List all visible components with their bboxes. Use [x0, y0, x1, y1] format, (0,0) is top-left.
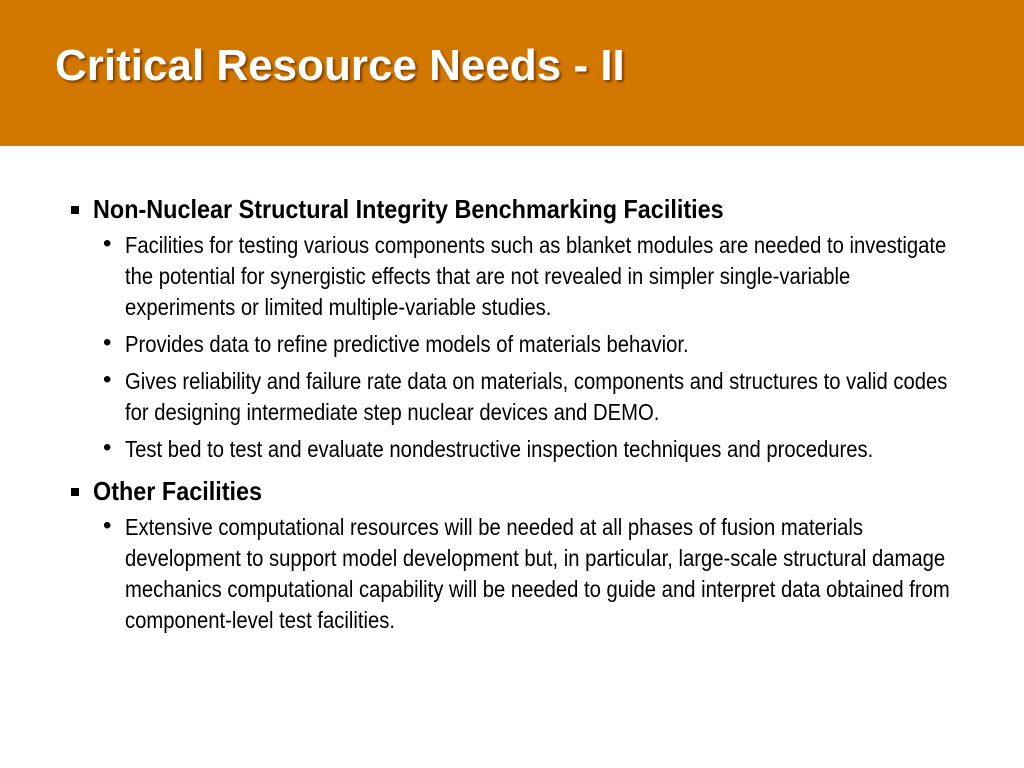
- round-bullet-icon: •: [103, 434, 112, 461]
- list-item: [93, 329, 964, 360]
- square-bullet-icon: [71, 488, 79, 496]
- slide-content: [64, 191, 964, 642]
- section-non-nuclear-facilities: [64, 191, 964, 465]
- section-heading: Non-Nuclear Structural Integrity Benchmarking Facilities: [93, 194, 724, 224]
- square-bullet-icon: [71, 206, 79, 214]
- bullet-text: Provides data to refine predictive models of materials behavior.: [125, 331, 689, 357]
- bullet-list: [93, 230, 964, 465]
- list-item: [93, 230, 964, 323]
- slide-title: Critical Resource Needs - II: [55, 41, 625, 90]
- bullet-text: Gives reliability and failure rate data on materials, components and structures to valid codes for designing intermediate step nuclear devices and DEMO.: [125, 368, 948, 425]
- title-bar: [0, 0, 1024, 146]
- bullet-text: Test bed to test and evaluate nondestructive inspection techniques and procedures.: [125, 436, 874, 462]
- round-bullet-icon: •: [103, 230, 112, 257]
- round-bullet-icon: •: [103, 512, 112, 539]
- section-other-facilities: [64, 473, 964, 636]
- list-item: [93, 512, 964, 636]
- bullet-text: Facilities for testing various components such as blanket modules are needed to investigate the potential for synergistic effects that are not revealed in simpler single-variable experiments or limited multiple-variable studies.: [125, 232, 947, 320]
- list-item: [93, 366, 964, 428]
- round-bullet-icon: •: [103, 329, 112, 356]
- list-item: [93, 434, 964, 465]
- bullet-list: [93, 512, 964, 636]
- section-heading: Other Facilities: [93, 476, 263, 506]
- bullet-text: Extensive computational resources will be needed at all phases of fusion materials development to support model development but, in particular, large-scale structural damage mechanics computational capability will be needed to guide and interpret data obtained from component-level test facilities.: [125, 514, 950, 633]
- round-bullet-icon: •: [103, 366, 112, 393]
